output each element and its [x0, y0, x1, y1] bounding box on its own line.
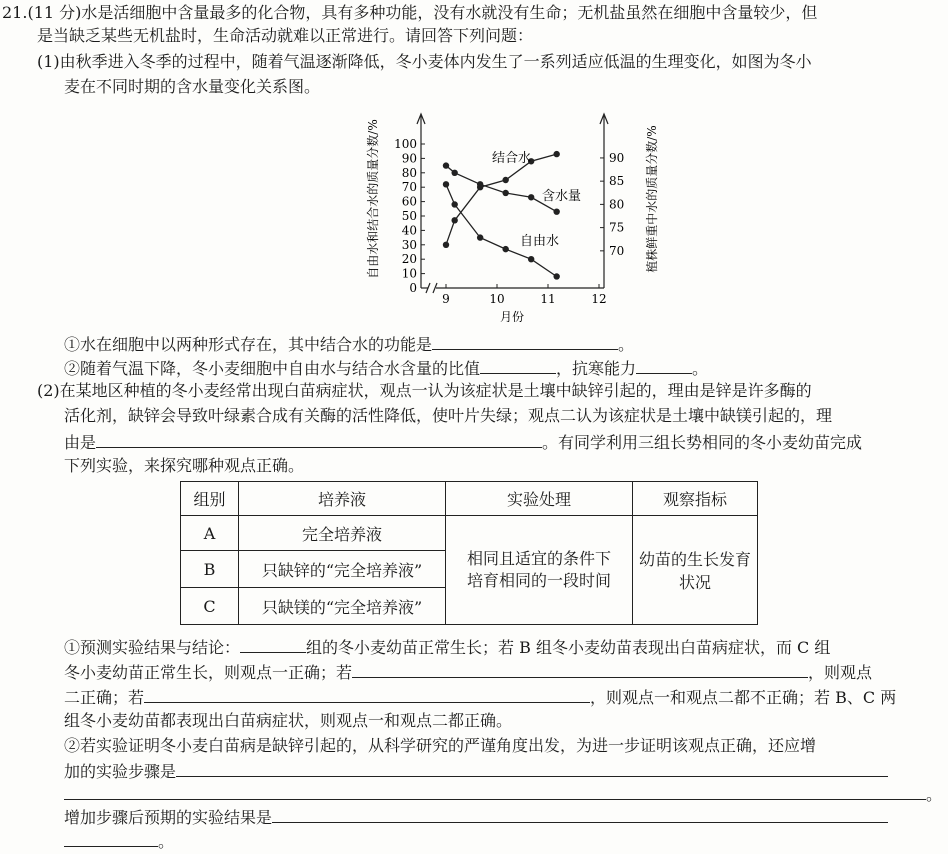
part2-line3-tail: 。有同学利用三组长势相同的冬小麦幼苗完成	[542, 433, 863, 452]
x-tick-label: 12	[591, 292, 607, 306]
prediction-line2-head: 冬小麦幼苗正常生长，则观点一正确；若	[64, 663, 353, 682]
left-axis-label: 自由水和结合水的质量分数/%	[366, 119, 380, 279]
x-axis-label: 月份	[499, 310, 525, 324]
verify-line2	[64, 760, 888, 782]
answer-blank-cold-resistance[interactable]	[636, 357, 692, 374]
experiment-table	[180, 481, 758, 625]
data-point	[477, 234, 483, 240]
prediction-line2	[64, 661, 872, 683]
answer-blank-reason[interactable]	[96, 431, 542, 448]
question-header-line1: 21.(11 分)水是活细胞中含量最多的化合物，具有多种功能，没有水就没有生命；无机盐虽然在细胞中含量较少，但	[2, 3, 818, 22]
data-point	[443, 162, 449, 168]
table-cell-indicator: 幼苗的生长发育状况	[633, 516, 758, 625]
data-point	[451, 170, 457, 176]
part1-line1: (1)由秋季进入冬季的过程中，随着气温逐渐降低，冬小麦体内发生了一系列适应低温的生理变化，如图为冬小	[37, 52, 812, 71]
data-point	[553, 273, 559, 279]
answer-blank-additional-step[interactable]	[176, 760, 888, 777]
data-point	[528, 256, 534, 262]
verify-line3	[64, 783, 942, 805]
table-cell-group: B	[181, 551, 239, 588]
part2-line4: 下列实验，来探究哪种观点正确。	[64, 456, 305, 475]
treatment-line1: 相同且适宜的条件下	[466, 549, 611, 568]
data-point	[502, 246, 508, 252]
x-tick-label: 11	[540, 292, 556, 306]
y-tick-label-left: 80	[401, 165, 417, 180]
table-cell-medium: 只缺锌的“完全培养液”	[239, 551, 446, 588]
part2-line2: 活化剂，缺锌会导致叶绿素合成有关酶的活性降低，使叶片失绿；观点二认为该症状是土壤中缺镁引起的，理	[64, 406, 833, 425]
table-header-treatment: 实验处理	[446, 482, 633, 516]
q1-bound-water-line	[64, 333, 634, 355]
table-header-medium: 培养液	[239, 482, 446, 516]
data-point	[477, 181, 483, 187]
table-cell-medium: 只缺镁的“完全培养液”	[239, 588, 446, 625]
table-cell-group: A	[181, 516, 239, 551]
data-point	[553, 151, 559, 157]
verify-line3-period: 。	[926, 785, 943, 804]
y-tick-label-left: 60	[401, 194, 417, 209]
q1-ratio-line	[64, 357, 708, 379]
prediction-line3	[64, 686, 896, 708]
y-tick-label-right: 75	[609, 220, 625, 235]
verify-line5	[64, 830, 174, 852]
data-point	[502, 177, 508, 183]
table-row	[181, 516, 758, 551]
y-tick-label-left: 30	[401, 237, 417, 252]
table-cell-medium: 完全培养液	[239, 516, 446, 551]
data-point	[451, 217, 457, 223]
table-header-group: 组别	[181, 482, 239, 516]
series-line-结合水	[446, 154, 557, 245]
data-point	[443, 181, 449, 187]
y-tick-label-right: 90	[609, 150, 625, 165]
q1-bound-water-text: ①水在细胞中以两种形式存在，其中结合水的功能是	[64, 335, 433, 354]
verify-line1: ②若实验证明冬小麦白苗病是缺锌引起的，从科学研究的严谨角度出发，为进一步证明该观点正确，还应增	[64, 736, 817, 755]
right-axis-label: 植株鲜重中水的质量分数/%	[645, 125, 659, 273]
series-label-free-water: 自由水	[520, 234, 560, 249]
prediction-label: ①预测实验结果与结论：	[64, 638, 241, 657]
prediction-line3-tail: ，则观点一和观点二都不正确；若 B、C 两	[590, 688, 897, 707]
x-tick-label: 9	[442, 292, 450, 306]
series-line-自由水	[446, 184, 560, 276]
answer-blank-neither-condition[interactable]	[144, 686, 590, 703]
part2-line3	[64, 431, 862, 453]
data-point	[443, 242, 449, 248]
table-cell-treatment	[446, 516, 633, 625]
verify-line5-period: 。	[158, 832, 175, 851]
water-content-chart	[364, 100, 664, 328]
y-tick-label-left: 100	[394, 137, 417, 151]
answer-blank-expected-result[interactable]	[272, 806, 888, 823]
verify-step-label: 加的实验步骤是	[64, 762, 177, 781]
prediction-line4: 组冬小麦幼苗都表现出白苗病症状，则观点一和观点二都正确。	[64, 711, 513, 730]
question-header-line2: 是当缺乏某些无机盐时，生命活动就难以正常进行。请回答下列问题：	[37, 26, 534, 45]
y-tick-label-right: 70	[609, 243, 625, 258]
treatment-line2: 培育相同的一段时间	[466, 571, 611, 590]
answer-blank-additional-step-cont[interactable]	[64, 783, 926, 800]
series-label-bound-water: 结合水	[492, 151, 532, 166]
y-tick-label-left: 40	[401, 223, 417, 238]
answer-blank-ratio[interactable]	[480, 357, 556, 374]
data-point	[451, 201, 457, 207]
part2-line1: (2)在某地区种植的冬小麦经常出现白苗病症状，观点一认为该症状是土壤中缺锌引起的，理由是锌是许多酶的	[37, 381, 812, 400]
y-tick-label-left: 20	[401, 252, 417, 267]
y-tick-label-right: 80	[609, 197, 625, 212]
answer-blank-normal-group[interactable]	[240, 636, 306, 653]
prediction-line1-tail: 组的冬小麦幼苗正常生长；若 B 组冬小麦幼苗表现出白苗病症状，而 C 组	[306, 638, 831, 657]
y-tick-label-left: 0	[409, 281, 417, 295]
x-tick-label: 10	[489, 292, 505, 306]
prediction-line2-tail: ，则观点	[808, 663, 873, 682]
answer-blank-bound-water-function[interactable]	[432, 333, 618, 350]
data-point	[553, 208, 559, 214]
y-tick-label-left: 90	[401, 151, 417, 166]
y-tick-label-left: 50	[401, 209, 417, 223]
series-line-含水量	[446, 166, 557, 212]
data-point	[528, 194, 534, 200]
prediction-line3-head: 二正确；若	[64, 688, 145, 707]
data-point	[502, 190, 508, 196]
series-label-total-water: 含水量	[542, 189, 582, 204]
y-tick-label-left: 10	[401, 266, 417, 281]
q1b-period: 。	[692, 359, 709, 378]
table-cell-group: C	[181, 588, 239, 625]
answer-blank-expected-result-cont[interactable]	[64, 830, 158, 847]
verify-result-label: 增加步骤后预期的实验结果是	[64, 808, 273, 827]
part2-reason-label: 由是	[64, 433, 97, 452]
q1-ratio-text: ②随着气温下降，冬小麦细胞中自由水与结合水含量的比值	[64, 359, 481, 378]
y-tick-label-left: 70	[401, 180, 417, 195]
table-header-indicator: 观察指标	[633, 482, 758, 516]
part1-line2: 麦在不同时期的含水量变化关系图。	[64, 77, 321, 96]
y-tick-label-right: 85	[609, 174, 625, 189]
q1-cold-resistance-text: ，抗寒能力	[556, 359, 637, 378]
q1-period: 。	[618, 335, 635, 354]
prediction-line1	[64, 636, 830, 658]
verify-line4	[64, 806, 888, 828]
answer-blank-view2-condition[interactable]	[352, 661, 808, 678]
